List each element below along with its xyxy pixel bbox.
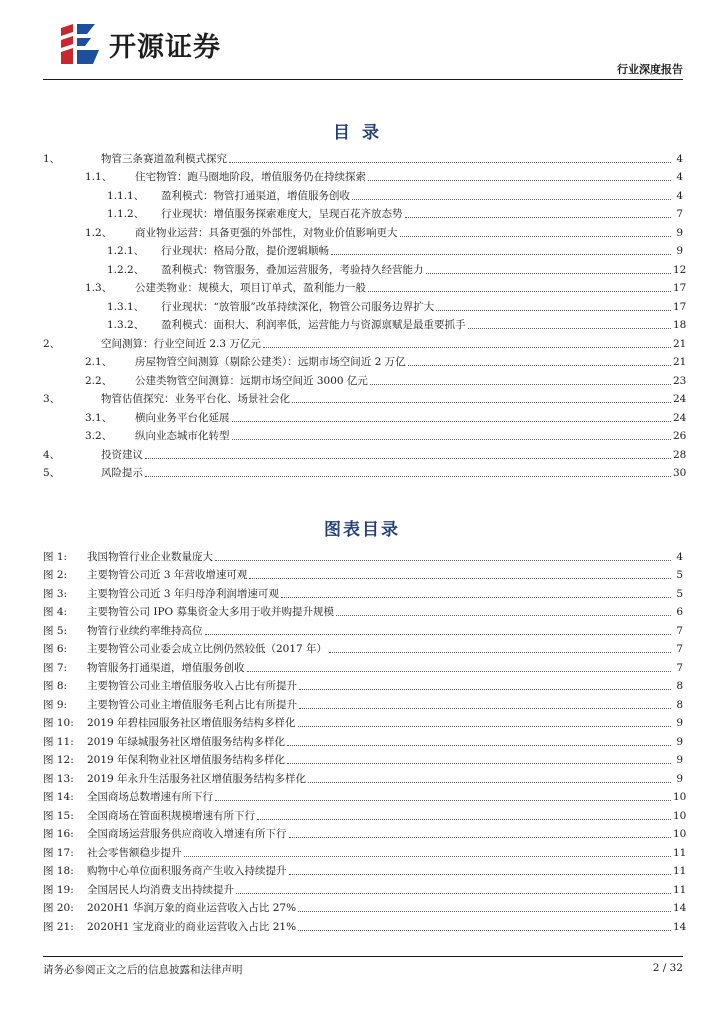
- entry-page-number: 5: [676, 569, 683, 581]
- toc-entry-level-1[interactable]: [43, 443, 687, 462]
- entry-number: 图 5:: [43, 624, 68, 637]
- toc-entry-level-2[interactable]: [43, 425, 687, 444]
- dot-leader: [408, 365, 671, 366]
- entry-title: 我国物管行业企业数量庞大: [87, 550, 213, 563]
- dot-leader: [247, 671, 672, 672]
- entry-title: 主要物管公司 IPO 募集资金大多用于收并购提升规模: [87, 606, 334, 618]
- entry-page-number: 17: [673, 282, 687, 294]
- entry-title: 全国居民人均消费支出持续提升: [87, 883, 234, 896]
- dot-leader: [205, 634, 672, 635]
- dot-leader: [436, 310, 671, 311]
- dot-leader: [232, 421, 672, 422]
- entry-page-number: 7: [676, 208, 683, 220]
- entry-page-number: 9: [676, 717, 683, 729]
- entry-number: 图 9:: [43, 698, 68, 711]
- entry-number: 1.3.1、: [107, 300, 145, 313]
- entry-number: 图 11:: [43, 735, 74, 748]
- entry-title: 盈利模式：物管打通渠道，增值服务创收: [161, 189, 350, 202]
- entry-title: 行业现状：“放管服”改革持续深化，物管公司服务边界扩大: [161, 300, 435, 313]
- toc-entry-level-1[interactable]: [43, 388, 687, 407]
- dot-leader: [292, 402, 671, 403]
- entry-title: 主要物管公司近 3 年归母净利润增速可观: [87, 587, 279, 600]
- entry-number: 图 12:: [43, 754, 74, 766]
- entry-number: 图 6:: [43, 643, 68, 655]
- dot-leader: [370, 384, 671, 385]
- toc-entry-level-2[interactable]: [43, 221, 683, 240]
- footer-disclaimer: 请务必参阅正文之后的信息披露和法律声明: [43, 964, 243, 976]
- entry-title: 物管服务打通渠道，增值服务创收: [87, 661, 245, 674]
- dot-leader: [336, 615, 671, 616]
- figure-entry[interactable]: [43, 767, 683, 786]
- dot-leader: [236, 893, 671, 894]
- figure-entry[interactable]: [43, 730, 683, 749]
- entry-page-number: 9: [676, 226, 683, 239]
- dot-leader: [426, 273, 672, 274]
- entry-number: 1.1、: [85, 171, 113, 183]
- toc-entry-level-2[interactable]: [43, 277, 687, 296]
- entry-page-number: 14: [673, 902, 687, 914]
- dot-leader: [368, 180, 671, 181]
- dot-leader: [400, 236, 672, 237]
- toc-entry-level-3[interactable]: [43, 184, 683, 203]
- entry-title: 2019 年绿城服务社区增值服务结构多样化: [87, 735, 286, 748]
- entry-number: 图 21:: [43, 920, 74, 933]
- entry-page-number: 11: [673, 883, 687, 896]
- logo-text: 开源证券: [109, 31, 221, 63]
- entry-number: 图 2:: [43, 569, 68, 581]
- figure-entry[interactable]: [43, 915, 687, 934]
- entry-title: 2019 年永升生活服务社区增值服务结构多样化: [87, 772, 307, 785]
- entry-title: 行业现状：增值服务探索难度大，呈现百花齐放态势: [161, 208, 403, 220]
- entry-page-number: 5: [676, 587, 683, 600]
- toc-entry-level-3[interactable]: [43, 314, 687, 333]
- entry-page-number: 14: [673, 920, 687, 933]
- entry-title: 商业物业运营：具备更强的外部性，对物业价值影响更大: [135, 226, 398, 239]
- entry-number: 图 18:: [43, 865, 74, 877]
- figure-entry[interactable]: [43, 564, 683, 583]
- figure-entry[interactable]: [43, 786, 687, 805]
- entry-number: 1.2.1、: [107, 245, 145, 257]
- figure-entry[interactable]: [43, 545, 683, 564]
- entry-number: 1.1.2、: [107, 208, 145, 220]
- entry-number: 1.2、: [85, 226, 113, 239]
- figure-entry[interactable]: [43, 601, 683, 620]
- toc-entry-level-3[interactable]: [43, 240, 683, 259]
- entry-number: 3、: [43, 393, 61, 405]
- entry-number: 1.3、: [85, 282, 113, 294]
- entry-title: 公建类物管空间测算：远期市场空间近 3000 亿元: [135, 374, 368, 387]
- entry-title: 盈利模式：物管服务，叠加运营服务，考验持久经营能力: [161, 263, 424, 276]
- dot-leader: [308, 782, 671, 783]
- dot-leader: [405, 217, 672, 218]
- entry-page-number: 17: [673, 300, 687, 313]
- dot-leader: [145, 458, 671, 459]
- entry-page-number: 11: [673, 846, 687, 859]
- entry-title: 社会零售额稳步提升: [87, 846, 182, 859]
- entry-number: 5、: [43, 467, 61, 479]
- entry-title: 全国商场在管面积规模增速有所下行: [87, 809, 255, 822]
- toc-entry-level-1[interactable]: [43, 332, 687, 351]
- entry-title: 全国商场总数增速有所下行: [87, 791, 213, 803]
- dot-leader: [287, 763, 671, 764]
- dot-leader: [257, 819, 671, 820]
- entry-page-number: 4: [676, 550, 683, 563]
- entry-title: 纵向业态城市化转型: [135, 430, 230, 442]
- entry-title: 房屋物管空间测算（剔除公建类）：远期市场空间近 2 万亿: [135, 356, 406, 368]
- figure-entry[interactable]: [43, 823, 687, 842]
- entry-title: 物管行业续约率维持高位: [87, 624, 203, 637]
- entry-number: 图 16:: [43, 828, 74, 840]
- footer-divider: [43, 956, 683, 957]
- figure-entry[interactable]: [43, 878, 687, 897]
- entry-page-number: 4: [676, 189, 683, 202]
- dot-leader: [298, 930, 671, 931]
- entry-page-number: 7: [676, 661, 683, 674]
- entry-title: 主要物管公司业委会成立比例仍然较低（2017 年）: [87, 643, 328, 655]
- entry-page-number: 30: [673, 467, 687, 479]
- entry-title: 主要物管公司业主增值服务毛利占比有所提升: [87, 698, 297, 711]
- dot-leader: [289, 837, 672, 838]
- entry-page-number: 12: [673, 263, 687, 276]
- entry-number: 2、: [43, 337, 61, 350]
- figure-entry[interactable]: [43, 749, 683, 768]
- entry-page-number: 24: [673, 393, 687, 405]
- figure-list-heading: 图表目录: [324, 520, 400, 540]
- figure-entry[interactable]: [43, 619, 683, 638]
- entry-title: 全国商场运营服务供应商收入增速有所下行: [87, 828, 287, 840]
- figure-entry[interactable]: [43, 841, 687, 860]
- entry-number: 图 10:: [43, 717, 74, 729]
- figure-list: [43, 545, 687, 934]
- figure-entry[interactable]: [43, 804, 687, 823]
- dot-leader: [299, 689, 671, 690]
- entry-page-number: 26: [673, 430, 687, 442]
- toc-entry-level-2[interactable]: [43, 406, 687, 425]
- entry-title: 物管三条赛道盈利模式探究: [101, 152, 227, 165]
- entry-number: 2.2、: [85, 374, 113, 387]
- figure-entry[interactable]: [43, 582, 683, 601]
- dot-leader: [215, 800, 671, 801]
- entry-number: 1.3.2、: [107, 319, 145, 331]
- entry-title: 投资建议: [101, 448, 143, 461]
- entry-number: 图 13:: [43, 772, 74, 785]
- dot-leader: [232, 439, 672, 440]
- entry-title: 购物中心单位面积服务商产生收入持续提升: [87, 865, 287, 877]
- entry-page-number: 8: [676, 680, 683, 692]
- toc-entry-level-3[interactable]: [43, 203, 683, 222]
- page-number: 2 / 32: [652, 962, 683, 974]
- entry-number: 1.2.2、: [107, 263, 145, 276]
- entry-title: 2019 年保利物业社区增值服务结构多样化: [87, 754, 286, 766]
- figure-entry[interactable]: [43, 693, 683, 712]
- dot-leader: [249, 578, 671, 579]
- entry-title: 2019 年碧桂园服务社区增值服务结构多样化: [87, 717, 296, 729]
- entry-title: 横向业务平台化延展: [135, 411, 230, 424]
- entry-title: 盈利模式：面积大、利润率低，运营能力与资源禀赋是最重要抓手: [161, 319, 466, 331]
- toc-heading: 目录: [333, 123, 391, 143]
- figure-entry[interactable]: [43, 675, 683, 694]
- entry-number: 4、: [43, 448, 61, 461]
- entry-title: 2020H1 宝龙商业的商业运营收入占比 21%: [87, 920, 297, 933]
- entry-page-number: 9: [676, 754, 683, 766]
- entry-number: 3.1、: [85, 411, 113, 424]
- dot-leader: [329, 652, 671, 653]
- dot-leader: [145, 476, 671, 477]
- entry-number: 2.1、: [85, 356, 113, 368]
- entry-number: 图 14:: [43, 791, 74, 803]
- toc-entry-level-2[interactable]: [43, 369, 687, 388]
- dot-leader: [229, 162, 671, 163]
- logo-mark-icon: [57, 22, 103, 66]
- entry-page-number: 7: [676, 643, 683, 655]
- entry-page-number: 18: [673, 319, 687, 331]
- entry-title: 风险提示: [101, 467, 143, 479]
- entry-page-number: 21: [673, 337, 687, 350]
- entry-number: 3.2、: [85, 430, 113, 442]
- toc-entry-level-2[interactable]: [43, 351, 687, 370]
- entry-page-number: 9: [676, 772, 683, 785]
- entry-page-number: 9: [676, 735, 683, 748]
- entry-number: 图 3:: [43, 587, 68, 600]
- entry-page-number: 28: [673, 448, 687, 461]
- table-of-contents: [43, 147, 687, 480]
- entry-page-number: 6: [676, 606, 683, 618]
- dot-leader: [331, 254, 671, 255]
- entry-page-number: 8: [676, 698, 683, 711]
- header-divider: [43, 79, 683, 80]
- entry-page-number: 7: [676, 624, 683, 637]
- toc-entry-level-1[interactable]: [43, 462, 687, 481]
- figure-entry[interactable]: [43, 656, 683, 675]
- entry-title: 主要物管公司近 3 年营收增速可观: [87, 569, 248, 581]
- toc-entry-level-3[interactable]: [43, 258, 687, 277]
- dot-leader: [184, 856, 672, 857]
- entry-number: 图 17:: [43, 846, 74, 859]
- dot-leader: [215, 560, 671, 561]
- dot-leader: [299, 708, 671, 709]
- entry-page-number: 4: [676, 171, 683, 183]
- entry-number: 1.1.1、: [107, 189, 145, 202]
- entry-page-number: 9: [676, 245, 683, 257]
- page-header: [43, 14, 683, 74]
- entry-title: 物管估值探究：业务平台化、场景社会化: [101, 393, 290, 405]
- entry-page-number: 11: [673, 865, 687, 877]
- figure-entry[interactable]: [43, 860, 687, 879]
- toc-entry-level-1[interactable]: [43, 147, 683, 166]
- entry-number: 图 20:: [43, 902, 74, 914]
- dot-leader: [468, 328, 672, 329]
- entry-page-number: 10: [673, 828, 687, 840]
- toc-entry-level-3[interactable]: [43, 295, 687, 314]
- figure-entry[interactable]: [43, 712, 683, 731]
- entry-number: 图 8:: [43, 680, 68, 692]
- dot-leader: [287, 745, 671, 746]
- dot-leader: [352, 199, 671, 200]
- entry-page-number: 4: [676, 152, 683, 165]
- toc-entry-level-2[interactable]: [43, 166, 683, 185]
- entry-number: 图 15:: [43, 809, 74, 822]
- dot-leader: [298, 726, 671, 727]
- entry-title: 2020H1 华润万象的商业运营收入占比 27%: [87, 902, 297, 914]
- entry-title: 主要物管公司业主增值服务收入占比有所提升: [87, 680, 297, 692]
- entry-number: 1、: [43, 152, 61, 165]
- entry-page-number: 23: [673, 374, 687, 387]
- company-logo: [57, 22, 221, 66]
- entry-page-number: 10: [673, 809, 687, 822]
- entry-title: 住宅物管：跑马圈地阶段，增值服务仍在持续探索: [135, 171, 366, 183]
- entry-title: 空间测算：行业空间近 2.3 万亿元: [101, 337, 261, 350]
- entry-number: 图 19:: [43, 883, 74, 896]
- figure-entry[interactable]: [43, 638, 683, 657]
- report-type-label: 行业深度报告: [617, 63, 683, 76]
- dot-leader: [298, 911, 671, 912]
- entry-page-number: 21: [673, 356, 687, 368]
- entry-page-number: 24: [673, 411, 687, 424]
- dot-leader: [289, 874, 672, 875]
- dot-leader: [368, 291, 671, 292]
- entry-number: 图 7:: [43, 661, 68, 674]
- entry-number: 图 1:: [43, 550, 68, 563]
- entry-title: 公建类物业：规模大，项目订单式，盈利能力一般: [135, 282, 366, 294]
- entry-page-number: 10: [673, 791, 687, 803]
- figure-entry[interactable]: [43, 897, 687, 916]
- dot-leader: [281, 597, 671, 598]
- entry-number: 图 4:: [43, 606, 68, 618]
- entry-title: 行业现状：格局分散，提价逻辑顺畅: [161, 245, 329, 257]
- dot-leader: [263, 347, 671, 348]
